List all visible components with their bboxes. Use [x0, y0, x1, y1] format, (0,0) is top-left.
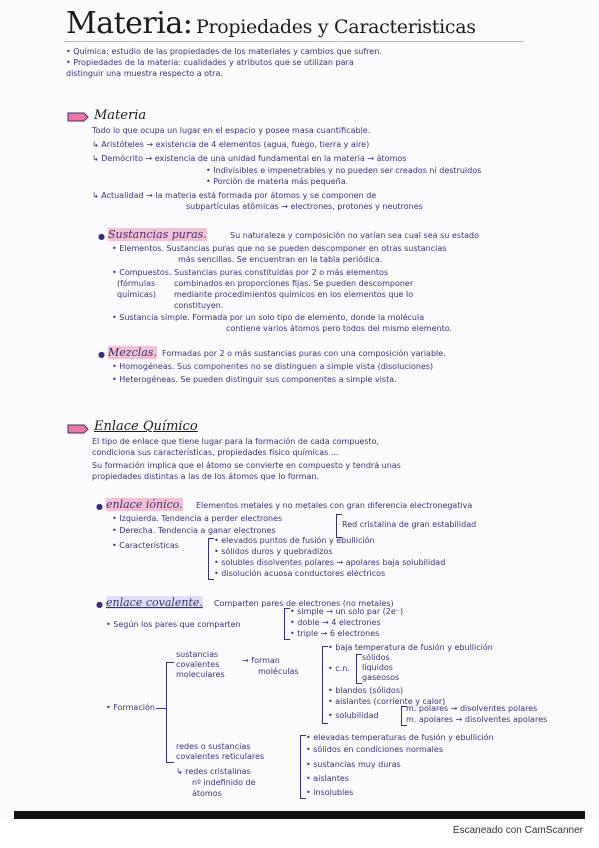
reticulares-label-2: covalentes reticulares [176, 752, 265, 761]
democrito-sub-1: • Indivisibles e impenetrables y no pueden ser creados ni destruidos [206, 166, 482, 175]
scanner-watermark: Escaneado con CamScanner [452, 825, 583, 836]
page-subtitle: Propiedades y Caracteristicas [196, 16, 476, 38]
ionico-red: Red cristalina de gran estabilidad [342, 520, 477, 529]
materia-definition: Todo lo que ocupa un lugar en el espacio y posee masa cuantificable. [92, 126, 371, 135]
moleculas-label: moléculas [258, 667, 299, 676]
ionico-carac-1: • elevados puntos de fusión y ebullición [214, 536, 375, 545]
title-main: Materia [66, 6, 183, 41]
enlace-heading: Enlace Químico [94, 419, 198, 434]
tree-branch [166, 662, 174, 663]
materia-democrito: ↳ Demócrito → existencia de una unidad fundamental en la materia → átomos [92, 154, 407, 163]
enlace-paragraph-4: propiedades distintas a las de los átomos que lo forman. [92, 472, 320, 481]
enlace-paragraph-2: condiciona sus características, propiedades físico químicas ... [92, 448, 339, 457]
bullet-circle: ● [96, 502, 103, 511]
elementos-line-2: más sencillas. Se encuentran en la tabla periódica. [178, 255, 383, 264]
reticulares-label-4: nº indefinido de [192, 778, 256, 787]
covalente-pares: • Según los pares que comparten [106, 620, 241, 629]
mezclas-definition: Formadas por 2 o más sustancias puras con una composición variable. [162, 349, 446, 358]
covalente-formacion: • Formación [106, 703, 155, 712]
pencil-icon [66, 421, 90, 435]
pares-triple: • triple → 6 electrones [290, 629, 380, 638]
intro-line-1: • Química: estudio de las propiedades de los materiales y cambios que sufren. [66, 47, 382, 56]
page-title [66, 6, 192, 41]
materia-heading: Materia [94, 108, 147, 123]
reticular-prop-5: • insolubles [306, 788, 354, 797]
scan-edge-bar [14, 811, 585, 819]
ionico-carac-4: • disolución acuosa conductores eléctricos [214, 569, 386, 578]
sustancias-heading [108, 228, 207, 241]
reticular-prop-2: • sólidos en condiciones normales [306, 745, 443, 754]
reticular-prop-3: • sustancias muy duras [306, 760, 401, 769]
cn-gaseosos: gaseosos [362, 673, 400, 682]
simple-line-1: • Sustancia simple. Formada por un solo tipo de elemento, donde la molécula [112, 313, 425, 322]
elementos-line-1: • Elementos. Sustancias puras que no se pueden descomponer en otras sustancias [112, 244, 447, 253]
compuestos-line-1: • Compuestos. Sustancias puras constituidas por 2 o más elementos [112, 268, 389, 277]
heterogeneas: • Heterogéneas. Se pueden distinguir sus componentes a simple vista. [112, 375, 397, 384]
ionico-derecha: • Derecha. Tendencia a ganar electrones [112, 526, 276, 535]
molec-prop-1: • baja temperatura de fusión y ebullición [328, 643, 493, 652]
title-colon: : [182, 6, 193, 41]
ionico-heading [106, 498, 183, 511]
moleculares-label-3: moleculares [176, 670, 225, 679]
bullet-circle: ● [98, 350, 105, 359]
ionico-carac-3: • solubles disolventes polares → apolares baja solubilidad [214, 558, 446, 567]
pares-doble: • doble → 4 electrones [290, 618, 381, 627]
solubilidad-polares: m. polares → disolventes polares [406, 704, 538, 713]
reticulares-label-3: ↳ redes cristalinas [176, 767, 251, 776]
sustancias-heading-text: Sustancias puras. [108, 228, 207, 241]
ionico-carac-2: • sólidos duros y quebradizos [214, 547, 333, 556]
enlace-paragraph-3: Su formación implica que el átomo se convierte en compuesto y tendrá unas [92, 461, 401, 470]
molec-prop-4: • solubilidad [328, 711, 379, 720]
moleculares-label-2: covalentes [176, 660, 220, 669]
formulas-note-2: químicas) [117, 290, 156, 299]
simple-line-2: contiene varios átomos pero todos del mismo elemento. [226, 324, 452, 333]
ionico-caracteristicas: • Características [112, 541, 179, 550]
bullet-circle: ● [96, 600, 103, 609]
ionico-heading-text: enlace iónico. [106, 498, 183, 511]
reticular-prop-4: • aislantes [306, 774, 349, 783]
intro-line-3: distinguir una muestra respecto a otra. [66, 69, 223, 78]
compuestos-line-3: mediante procedimientos químicos en los elementos que lo [174, 290, 414, 299]
tree-branch [166, 762, 174, 763]
solubilidad-apolares: m. apolares → disolventes apolares [406, 715, 548, 724]
covalente-definition: Comparten pares de electrones (no metales) [214, 599, 394, 608]
forman-arrow: → forman [242, 656, 280, 665]
reticular-prop-1: • elevadas temperaturas de fusión y ebullición [306, 733, 494, 742]
ionico-definition: Elementos metales y no metales con gran diferencia electronegativa [196, 501, 473, 510]
covalente-heading [106, 596, 203, 609]
reticulares-label-5: átomos [192, 789, 222, 798]
sustancias-definition: Su naturaleza y composición no varían sea cual sea su estado [230, 231, 479, 240]
democrito-sub-2: • Porción de materia más pequeña. [206, 177, 349, 186]
compuestos-line-2: combinados en proporciones fijas. Se pueden descomponer [174, 279, 414, 288]
mezclas-heading-text: Mezclas. [108, 346, 157, 359]
covalente-heading-text: enlace covalente. [106, 596, 203, 609]
molec-prop-2: • blandos (sólidos) [328, 686, 404, 695]
enlace-paragraph-1: El tipo de enlace que tiene lugar para la formación de cada compuesto, [92, 437, 380, 446]
reticulares-label-1: redes o sustancias [176, 742, 251, 751]
homogeneas: • Homogéneas. Sus componentes no se distinguen a simple vista (disoluciones) [112, 362, 434, 371]
cn-solidos: sólidos [362, 653, 390, 662]
bullet-circle: ● [98, 232, 105, 241]
intro-line-2: • Propiedades de la materia: cualidades y atributos que se utilizan para [66, 58, 354, 67]
tree-branch [166, 662, 167, 762]
mezclas-heading [108, 346, 157, 359]
molec-cn: • c.n. [328, 664, 350, 673]
materia-actualidad: ↳ Actualidad → la materia está formada por átomos y se componen de [92, 191, 377, 200]
title-underline [64, 41, 524, 42]
molec-prop-3: • aislantes (corriente y calor) [328, 697, 446, 706]
materia-actualidad-2: subpartículas atómicas → electrones, protones y neutrones [186, 202, 423, 211]
moleculares-label-1: sustancias [176, 650, 219, 659]
pares-simple: • simple → un solo par (2e⁻) [290, 607, 404, 616]
tree-branch [156, 708, 166, 709]
pencil-icon [66, 109, 90, 123]
materia-aristoteles: ↳ Aristóteles → existencia de 4 elementos (agua, fuego, tierra y aire) [92, 140, 370, 149]
formulas-note-1: (fórmulas [117, 279, 156, 288]
ionico-izquierda: • Izquierda. Tendencia a perder electrones [112, 514, 283, 523]
compuestos-line-4: constituyen. [174, 301, 224, 310]
cn-liquidos: líquidos [362, 663, 393, 672]
